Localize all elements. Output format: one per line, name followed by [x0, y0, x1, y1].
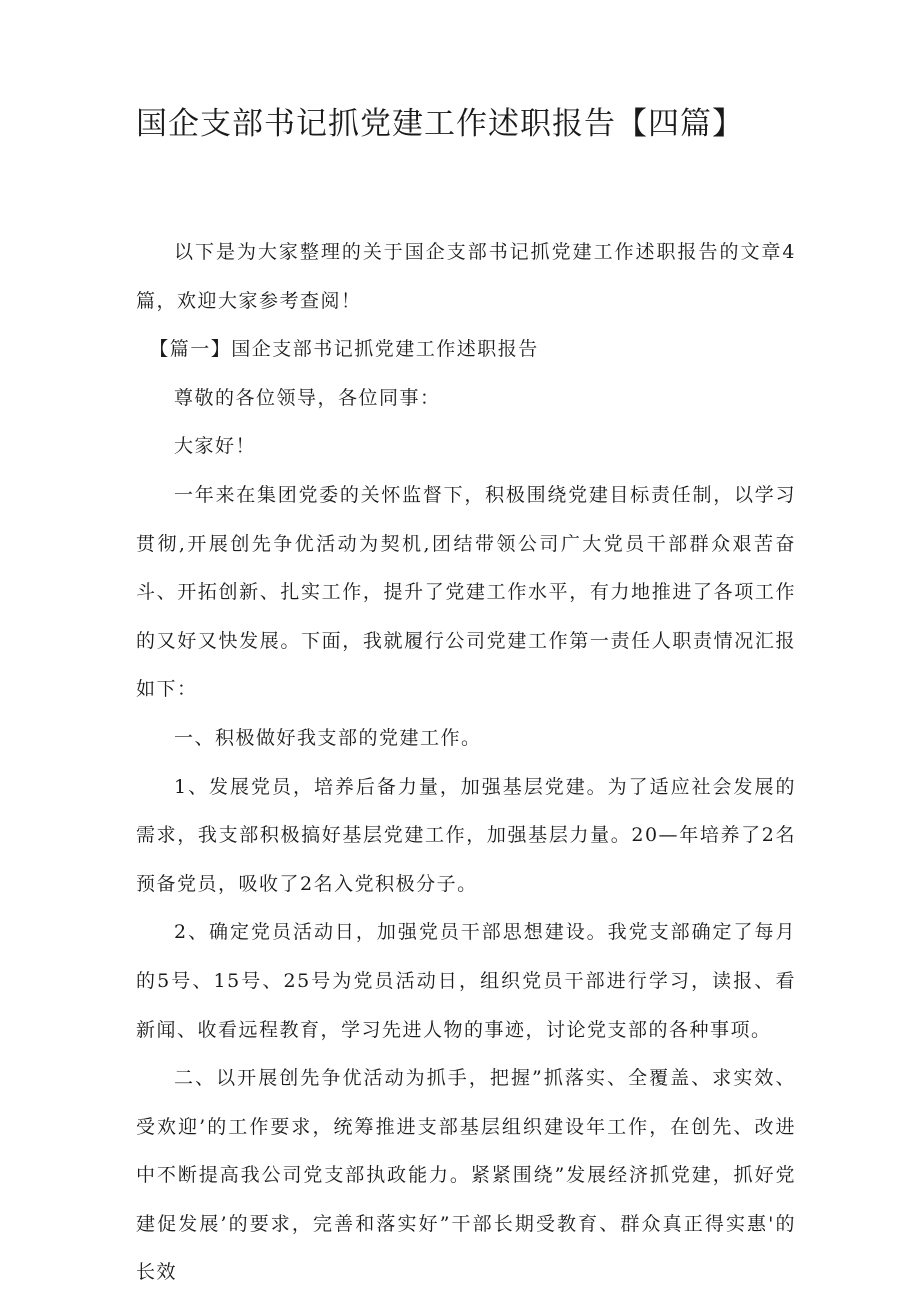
section-heading: 【篇一】国企支部书记抓党建工作述职报告	[149, 338, 539, 361]
body-paragraph: 1、发展党员，培养后备力量，加强基层党建。为了适应社会发展的需求，我支部积极搞好基层党建工作，加强基层力量。20—年培养了2名预备党员，吸收了2名入党积极分子。	[136, 775, 796, 895]
body-paragraph: 一年来在集团党委的关怀监督下，积极围绕党建目标责任制，以学习贯彻,开展创先争优活动为契机,团结带领公司广大党员干部群众艰苦奋斗、开拓创新、扎实工作，提升了党建工作水平，有力地推进了各项工作的又好又快发展。下面，我就履行公司党建工作第一责任人职责情况汇报如下：	[136, 483, 796, 701]
body-paragraph: 2、确定党员活动日，加强党员干部思想建设。我党支部确定了每月的5号、15号、25号为党员活动日，组织党员干部进行学习，读报、看新闻、收看远程教育，学习先进人物的事迹，讨论党支部的各种事项。	[136, 921, 796, 1041]
intro-paragraph: 以下是为大家整理的关于国企支部书记抓党建工作述职报告的文章4篇，欢迎大家参考查阅！	[136, 241, 796, 312]
document-body	[136, 228, 796, 1297]
salutation: 尊敬的各位领导，各位同事：	[174, 386, 441, 409]
subsection-heading: 一、积极做好我支部的党建工作。	[174, 726, 482, 749]
body-paragraph: 二、以开展创先争优活动为抓手，把握”抓落实、全覆盖、求实效、受欢迎’的工作要求，统筹推进支部基层组织建设年工作，在创先、改进中不断提高我公司党支部执政能力。紧紧围绕”发展经济抓党建，抓好党建促发展’的要求，完善和落实好”干部长期受教育、群众真正得实惠'的长效	[136, 1067, 796, 1284]
document-title: 国企支部书记抓党建工作述职报告【四篇】	[136, 106, 744, 142]
greeting: 大家好！	[174, 435, 257, 458]
